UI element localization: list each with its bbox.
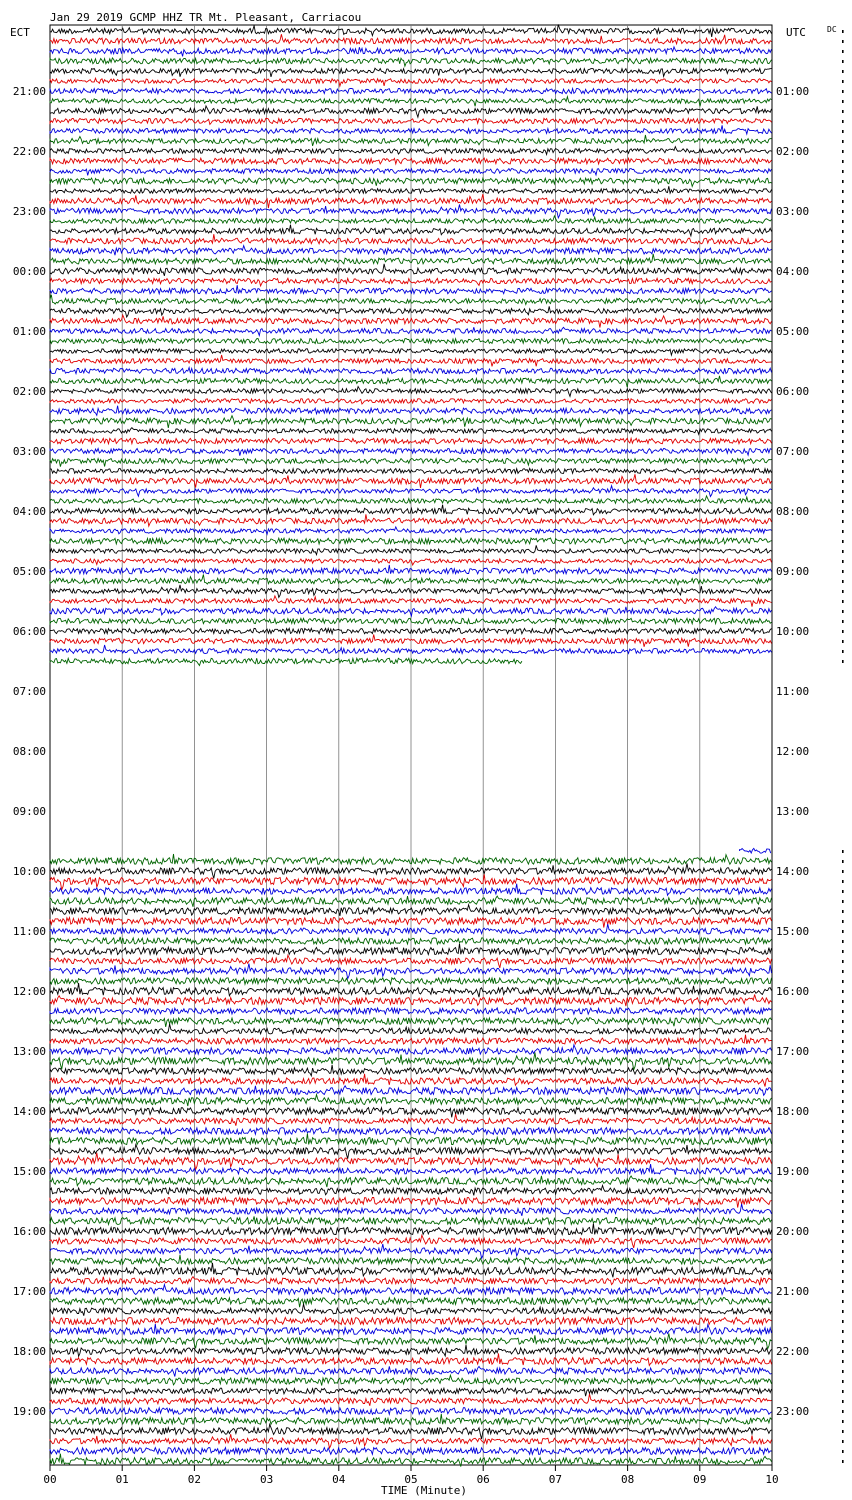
left-hour-label: 04:00 <box>12 505 46 518</box>
dc-marker <box>842 980 844 983</box>
dc-marker <box>842 270 844 273</box>
dc-marker <box>842 870 844 873</box>
dc-marker <box>842 1290 844 1293</box>
dc-marker <box>842 260 844 263</box>
dc-marker <box>842 370 844 373</box>
dc-marker <box>842 1000 844 1003</box>
dc-marker <box>842 570 844 573</box>
dc-marker <box>842 1330 844 1333</box>
x-axis-label: TIME (Minute) <box>380 1484 468 1497</box>
dc-marker <box>842 510 844 513</box>
dc-marker <box>842 1120 844 1123</box>
dc-marker <box>842 1240 844 1243</box>
left-hour-label: 14:00 <box>12 1105 46 1118</box>
left-hour-label: 21:00 <box>12 85 46 98</box>
dc-marker <box>842 1100 844 1103</box>
dc-marker <box>842 860 844 863</box>
dc-marker <box>842 190 844 193</box>
left-hour-label: 18:00 <box>12 1345 46 1358</box>
left-hour-label: 19:00 <box>12 1405 46 1418</box>
left-hour-label: 17:00 <box>12 1285 46 1298</box>
left-hour-label: 10:00 <box>12 865 46 878</box>
dc-marker <box>842 1400 844 1403</box>
dc-marker <box>842 1280 844 1283</box>
dc-marker <box>842 520 844 523</box>
dc-marker <box>842 1250 844 1253</box>
dc-marker <box>842 630 844 633</box>
dc-marker <box>842 1150 844 1153</box>
dc-marker <box>842 360 844 363</box>
dc-marker <box>842 1040 844 1043</box>
dc-marker <box>842 1460 844 1463</box>
x-tick-label: 10 <box>765 1473 779 1486</box>
dc-marker <box>842 1160 844 1163</box>
dc-marker <box>842 1230 844 1233</box>
dc-marker <box>842 1210 844 1213</box>
dc-marker <box>842 1430 844 1433</box>
x-tick-label: 07 <box>548 1473 563 1486</box>
dc-marker <box>842 1450 844 1453</box>
grid-lines <box>50 25 772 1465</box>
right-hour-label: 23:00 <box>776 1405 810 1418</box>
dc-marker <box>842 910 844 913</box>
dc-marker <box>842 340 844 343</box>
dc-marker <box>842 1300 844 1303</box>
dc-marker <box>842 620 844 623</box>
dc-marker <box>842 1270 844 1273</box>
dc-marker <box>842 1020 844 1023</box>
x-tick-label: 01 <box>115 1473 129 1486</box>
dc-marker <box>842 60 844 63</box>
dc-marker <box>842 1010 844 1013</box>
dc-marker <box>842 1310 844 1313</box>
left-hour-label: 02:00 <box>12 385 46 398</box>
dc-marker <box>842 460 844 463</box>
dc-marker <box>842 380 844 383</box>
dc-marker <box>842 990 844 993</box>
dc-marker <box>842 290 844 293</box>
dc-marker <box>842 210 844 213</box>
dc-marker <box>842 880 844 883</box>
dc-marker <box>842 90 844 93</box>
right-hour-label: 12:00 <box>776 745 810 758</box>
dc-marker <box>842 310 844 313</box>
dc-marker <box>842 1410 844 1413</box>
dc-marker <box>842 1080 844 1083</box>
dc-marker <box>842 1190 844 1193</box>
dc-marker <box>842 280 844 283</box>
dc-marker <box>842 920 844 923</box>
dc-marker <box>842 1340 844 1343</box>
chart-title: Jan 29 2019 GCMP HHZ TR Mt. Pleasant, Carriacou <box>50 11 362 24</box>
right-hour-label: 11:00 <box>776 685 810 698</box>
right-hour-label: 06:00 <box>776 385 810 398</box>
dc-marker <box>842 50 844 53</box>
x-tick-label: 05 <box>404 1473 418 1486</box>
dc-marker <box>842 390 844 393</box>
dc-marker <box>842 1060 844 1063</box>
x-tick-label: 09 <box>693 1473 707 1486</box>
dc-marker <box>842 230 844 233</box>
dc-marker <box>842 450 844 453</box>
right-hour-label: 21:00 <box>776 1285 810 1298</box>
dc-marker <box>842 850 844 853</box>
right-hour-label: 04:00 <box>776 265 810 278</box>
dc-marker <box>842 170 844 173</box>
dc-marker <box>842 250 844 253</box>
left-hour-label: 23:00 <box>12 205 46 218</box>
dc-marker <box>842 1420 844 1423</box>
left-hour-label: 05:00 <box>12 565 46 578</box>
dc-marker <box>842 1050 844 1053</box>
x-tick-label: 03 <box>259 1473 274 1486</box>
dc-marker <box>842 1070 844 1073</box>
dc-marker <box>842 300 844 303</box>
right-hour-label: 03:00 <box>776 205 810 218</box>
dc-markers <box>842 30 844 1463</box>
dc-marker <box>842 350 844 353</box>
left-hour-label: 11:00 <box>12 925 46 938</box>
right-hour-label: 15:00 <box>776 925 810 938</box>
x-tick-label: 00 <box>43 1473 57 1486</box>
left-hour-label: 03:00 <box>12 445 46 458</box>
right-hour-label: 10:00 <box>776 625 810 638</box>
right-hour-label: 05:00 <box>776 325 810 338</box>
x-tick-label: 04 <box>332 1473 346 1486</box>
dc-marker <box>842 600 844 603</box>
x-tick-label: 08 <box>620 1473 635 1486</box>
dc-marker <box>842 1030 844 1033</box>
right-hour-label: 13:00 <box>776 805 810 818</box>
dc-marker <box>842 1170 844 1173</box>
right-hour-label: 17:00 <box>776 1045 810 1058</box>
dc-marker <box>842 900 844 903</box>
dc-marker <box>842 950 844 953</box>
dc-marker <box>842 1390 844 1393</box>
x-tick-label: 06 <box>476 1473 490 1486</box>
dc-marker <box>842 430 844 433</box>
dc-marker <box>842 160 844 163</box>
x-tick-label: 02 <box>187 1473 202 1486</box>
ect-axis-label: ECT <box>10 26 30 39</box>
dc-marker <box>842 470 844 473</box>
left-hour-label: 01:00 <box>12 325 46 338</box>
dc-marker <box>842 150 844 153</box>
dc-marker <box>842 80 844 83</box>
dc-marker <box>842 70 844 73</box>
dc-marker <box>842 110 844 113</box>
utc-axis-label: UTC <box>786 26 806 39</box>
dc-marker <box>842 420 844 423</box>
right-hour-label: 08:00 <box>776 505 810 518</box>
dc-marker <box>842 930 844 933</box>
dc-marker <box>842 530 844 533</box>
dc-marker <box>842 1180 844 1183</box>
dc-marker <box>842 960 844 963</box>
dc-marker <box>842 200 844 203</box>
dc-marker <box>842 1130 844 1133</box>
dc-marker <box>842 550 844 553</box>
dc-marker <box>842 1370 844 1373</box>
dc-label: DC <box>827 25 837 34</box>
dc-marker <box>842 480 844 483</box>
left-hour-label: 00:00 <box>12 265 46 278</box>
right-hour-label: 09:00 <box>776 565 810 578</box>
dc-marker <box>842 140 844 143</box>
dc-marker <box>842 130 844 133</box>
dc-marker <box>842 490 844 493</box>
dc-marker <box>842 100 844 103</box>
right-hour-labels <box>776 85 809 1418</box>
dc-marker <box>842 1360 844 1363</box>
dc-marker <box>842 580 844 583</box>
dc-marker <box>842 240 844 243</box>
dc-marker <box>842 180 844 183</box>
left-hour-label: 06:00 <box>12 625 46 638</box>
dc-marker <box>842 590 844 593</box>
dc-marker <box>842 500 844 503</box>
dc-marker <box>842 940 844 943</box>
right-hour-label: 22:00 <box>776 1345 810 1358</box>
dc-marker <box>842 560 844 563</box>
dc-marker <box>842 970 844 973</box>
right-hour-label: 18:00 <box>776 1105 810 1118</box>
dc-marker <box>842 220 844 223</box>
left-hour-label: 13:00 <box>12 1045 46 1058</box>
dc-marker <box>842 1320 844 1323</box>
left-hour-label: 12:00 <box>12 985 46 998</box>
dc-marker <box>842 1200 844 1203</box>
left-hour-label: 07:00 <box>12 685 46 698</box>
dc-marker <box>842 320 844 323</box>
trace-line <box>50 658 522 665</box>
dc-marker <box>842 1220 844 1223</box>
dc-marker <box>842 1350 844 1353</box>
trace-line <box>740 848 771 853</box>
dc-marker <box>842 440 844 443</box>
dc-marker <box>842 120 844 123</box>
left-hour-label: 15:00 <box>12 1165 46 1178</box>
left-hour-label: 08:00 <box>12 745 46 758</box>
left-hour-label: 09:00 <box>12 805 46 818</box>
dc-marker <box>842 410 844 413</box>
dc-marker <box>842 650 844 653</box>
dc-marker <box>842 640 844 643</box>
dc-marker <box>842 610 844 613</box>
left-hour-label: 22:00 <box>12 145 46 158</box>
right-hour-label: 07:00 <box>776 445 810 458</box>
right-hour-label: 19:00 <box>776 1165 810 1178</box>
dc-marker <box>842 660 844 663</box>
right-hour-label: 14:00 <box>776 865 810 878</box>
dc-marker <box>842 540 844 543</box>
right-hour-label: 01:00 <box>776 85 810 98</box>
left-hour-labels <box>13 85 46 1418</box>
right-hour-label: 02:00 <box>776 145 810 158</box>
dc-marker <box>842 1380 844 1383</box>
dc-marker <box>842 1440 844 1443</box>
dc-marker <box>842 1110 844 1113</box>
dc-marker <box>842 30 844 33</box>
dc-marker <box>842 890 844 893</box>
dc-marker <box>842 400 844 403</box>
dc-marker <box>842 1260 844 1263</box>
left-hour-label: 16:00 <box>12 1225 46 1238</box>
x-tick-labels <box>43 1465 778 1486</box>
dc-marker <box>842 1090 844 1093</box>
dc-marker <box>842 1140 844 1143</box>
dc-marker <box>842 330 844 333</box>
dc-marker <box>842 40 844 43</box>
right-hour-label: 16:00 <box>776 985 810 998</box>
right-hour-label: 20:00 <box>776 1225 810 1238</box>
